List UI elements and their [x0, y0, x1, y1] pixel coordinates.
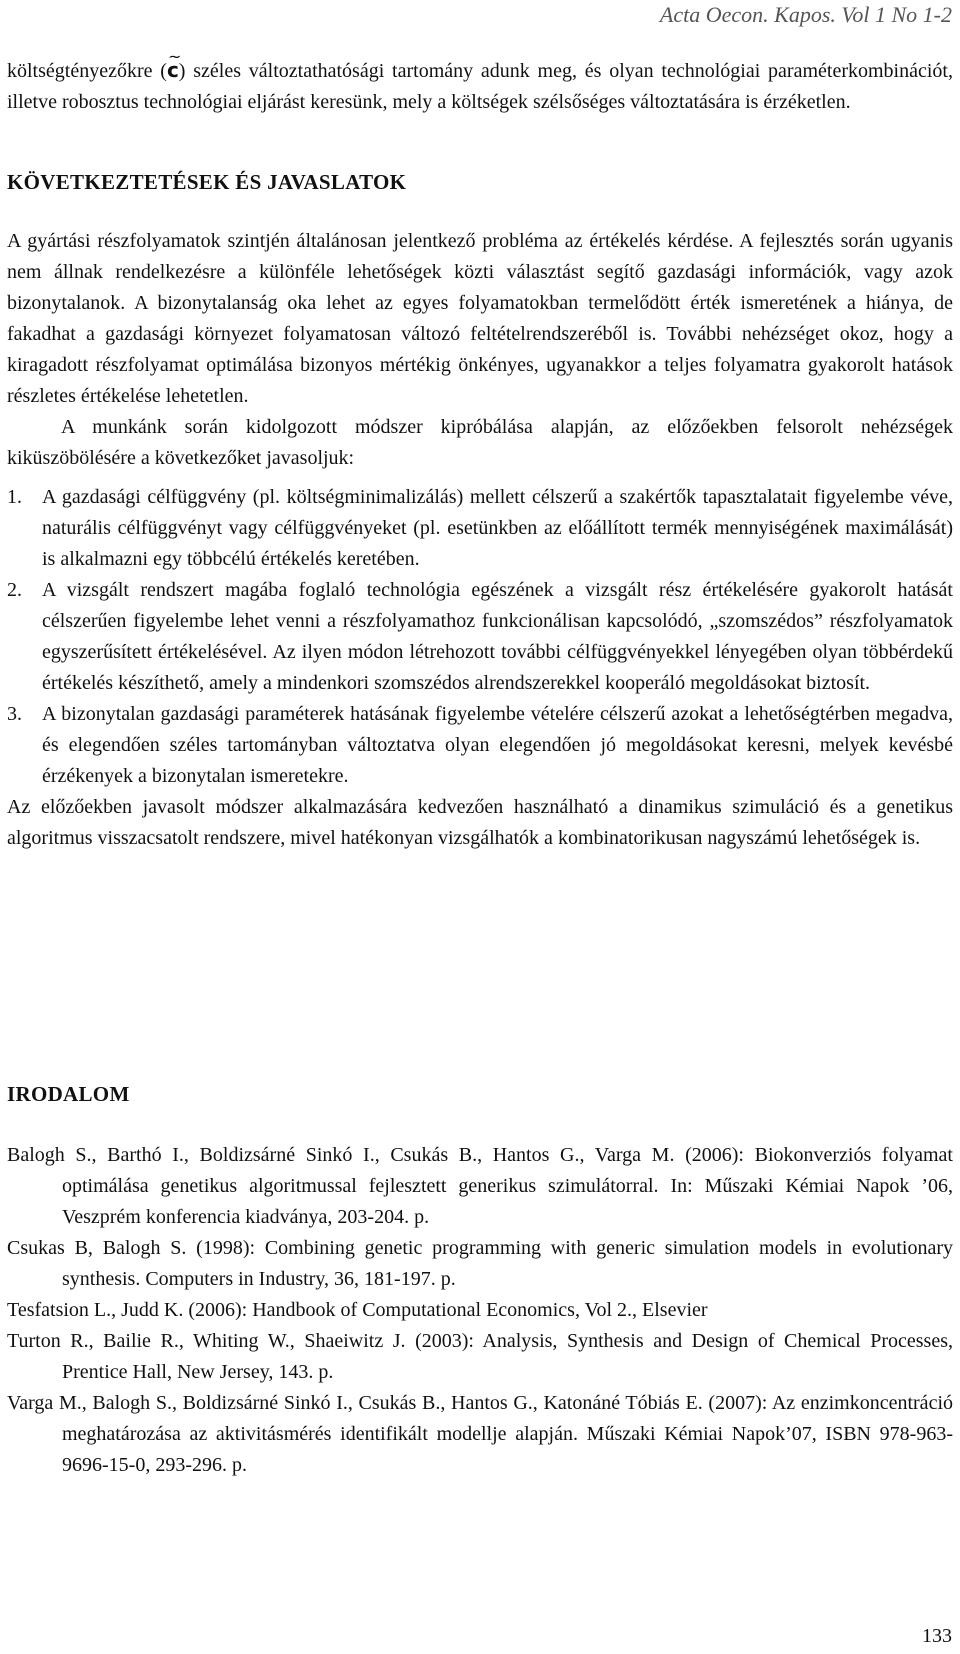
page-number: 133: [922, 1625, 952, 1647]
conclusions-heading-block: [7, 170, 953, 195]
intro-text-before: költségtényezőkre (: [7, 60, 167, 82]
reference-item: Turton R., Bailie R., Whiting W., Shaeiwitz J. (2003): Analysis, Synthesis and Design of Chemical Processes, Prentice Hall, New Jersey, 143. p.: [7, 1330, 953, 1383]
list-item-text: A vizsgált rendszert magába foglaló technológia egészének a vizsgált rész értékelésére gyakorolt hatását célszerűen figyelembe lehet venni a részfolyamathoz funkcionálisan kapcsolódó, „szomszédos” részfolyamatok egyszerűsített értékelésével. Az ilyen módon létrehozott további célfüggvényekkel lényegében olyan többérdekű értékelés készíthető, amely a mindenkori szomszédos alrendszerekkel kooperáló megoldásokat biztosít.: [42, 579, 953, 694]
list-item-text: A bizonytalan gazdasági paraméterek hatásának figyelembe vételére célszerű azokat a lehetőségtérben megadva, és elegendően széles tartományban változtatva olyan elegendően jó megoldásokat keresni, melyek kevésbé érzékenyek a bizonytalan ismeretekre.: [42, 703, 953, 787]
conclusions-paragraph-1: A gyártási részfolyamatok szintjén általánosan jelentkező probléma az értékelés kérdése. A fejlesztés során ugyanis nem állnak rendelkezésre a különféle lehetőségek közti választást segítő gazdasági információk, vagy azok bizonytalanok. A bizonytalanság oka lehet az egyes folyamatokban termelődött érték ismeretének a hiánya, de fakadhat a gazdasági környezet folyamatosan változó feltételrendszeréből is. További nehézséget okoz, hogy a kiragadott részfolyamat optimálása bizonyos mértékig önkényes, ugyanakkor a teljes folyamatra gyakorolt hatások részletes értékelése lehetetlen.: [7, 230, 953, 407]
intro-block: [7, 55, 953, 118]
list-item: [7, 699, 953, 792]
recommendations-list: [7, 482, 953, 792]
list-item: [7, 482, 953, 575]
reference-item: Csukas B, Balogh S. (1998): Combining genetic programming with generic simulation models in evolutionary synthesis. Computers in Industry, 36, 181-197. p.: [7, 1237, 953, 1290]
intro-paragraph: [7, 55, 953, 118]
reference-item: Varga M., Balogh S., Boldizsárné Sinkó I., Csukás B., Hantos G., Katonáné Tóbiás E. (2007): Az enzimkoncentráció meghatározása az aktivitásmérés identifikált modellje alapján. Műszaki Kémiai Napok’07, ISBN 978-963-9696-15-0, 293-296. p.: [7, 1392, 953, 1476]
references-list: [7, 1140, 953, 1481]
references-heading-block: [7, 1082, 953, 1107]
running-head: Acta Oecon. Kapos. Vol 1 No 1-2: [659, 2, 952, 27]
conclusions-paragraph-2: A munkánk során kidolgozott módszer kipróbálása alapján, az előzőekben felsorolt nehézségek kiküszöbölésére a következőket javasoljuk:: [7, 416, 953, 469]
reference-item: Balogh S., Barthó I., Boldizsárné Sinkó I., Csukás B., Hantos G., Varga M. (2006): Biokonverziós folyamat optimálása genetikus algoritmussal fejlesztett generikus szimulátorral. In: Műszaki Kémiai Napok ’06, Veszprém konferencia kiadványa, 203-204. p.: [7, 1144, 953, 1228]
list-item-number: 3.: [7, 703, 22, 725]
list-item-text: A gazdasági célfüggvény (pl. költségminimalizálás) mellett célszerű a szakértők tapasztalatait figyelembe véve, naturális célfüggvényt vagy célfüggvényeket (pl. esetünkben az előállított termék mennyiségének maximálását) is alkalmazni egy többcélú értékelés keretében.: [42, 486, 953, 570]
conclusions-paragraph-3: Az előzőekben javasolt módszer alkalmazására kedvezően használható a dinamikus szimuláció és a genetikus algoritmus visszacsatolt rendszere, mivel hatékonyan vizsgálhatók a kombinatorikusan nagyszámú lehetőségek is.: [7, 796, 953, 849]
section-heading-references: IRODALOM: [7, 1082, 130, 1106]
list-item: [7, 575, 953, 699]
reference-item: Tesfatsion L., Judd K. (2006): Handbook of Computational Economics, Vol 2., Elsevier: [7, 1299, 708, 1321]
cost-factor-symbol: ~ c: [167, 55, 179, 86]
list-item-number: 1.: [7, 486, 22, 508]
intro-text-after: ) széles változtathatósági tartomány adunk meg, és olyan technológiai paraméterkombinációt, illetve robosztus technológiai eljárást keresünk, mely a költségek szélsőséges változtatására is érzéketlen.: [7, 60, 953, 113]
conclusions-body: [7, 226, 953, 854]
list-item-number: 2.: [7, 579, 22, 601]
section-heading-conclusions: KÖVETKEZTETÉSEK ÉS JAVASLATOK: [7, 170, 407, 194]
